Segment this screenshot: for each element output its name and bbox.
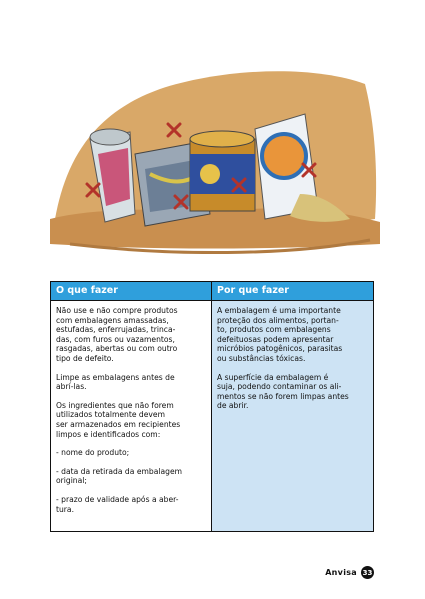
paragraph-clean: Limpe as embalagens antes de abrí-las. — [56, 372, 175, 392]
why-to-do-column — [212, 300, 373, 531]
header-what-to-do: O que fazer — [51, 282, 212, 300]
header-why-to-do: Por que fazer — [212, 282, 373, 300]
list-item-removal-date: - data da retirada da embalagem original; — [56, 466, 183, 486]
page-number: 33 — [361, 566, 374, 579]
list-item-product-name: - nome do produto; — [56, 448, 130, 458]
illustration-svg — [50, 44, 380, 254]
paragraph-dirty-surface: A superfície da embalagem é suja, podendo contaminar os ali- mentos se não forem limpas antes de abrir. — [217, 372, 349, 411]
brand-name: Anvisa — [325, 568, 357, 577]
damaged-packages-illustration — [50, 44, 380, 254]
paragraph-storage: Os ingredientes que não forem utilizados totalmente devem ser armazenados em recipientes limpos e identificados com: — [56, 400, 181, 439]
list-item-expiry: - prazo de validade após a aber- tura. — [56, 494, 179, 514]
paragraph-protection: A embalagem é uma importante proteção dos alimentos, portan- to, produtos com embalagens defeituosas podem apresentar micróbios patogênicos, parasitas ou substâncias tóxicas. — [217, 306, 343, 363]
dented-can — [190, 131, 255, 211]
what-to-do-column — [51, 300, 212, 531]
page-footer — [325, 566, 374, 579]
paragraph-dont-use: Não use e não compre produtos com embalagens amassadas, estufadas, enferrujadas, trinca- das, com furos ou vazamentos, rasgadas, abertas ou com outro tipo de defeito. — [56, 306, 178, 363]
guidance-table — [50, 281, 374, 532]
